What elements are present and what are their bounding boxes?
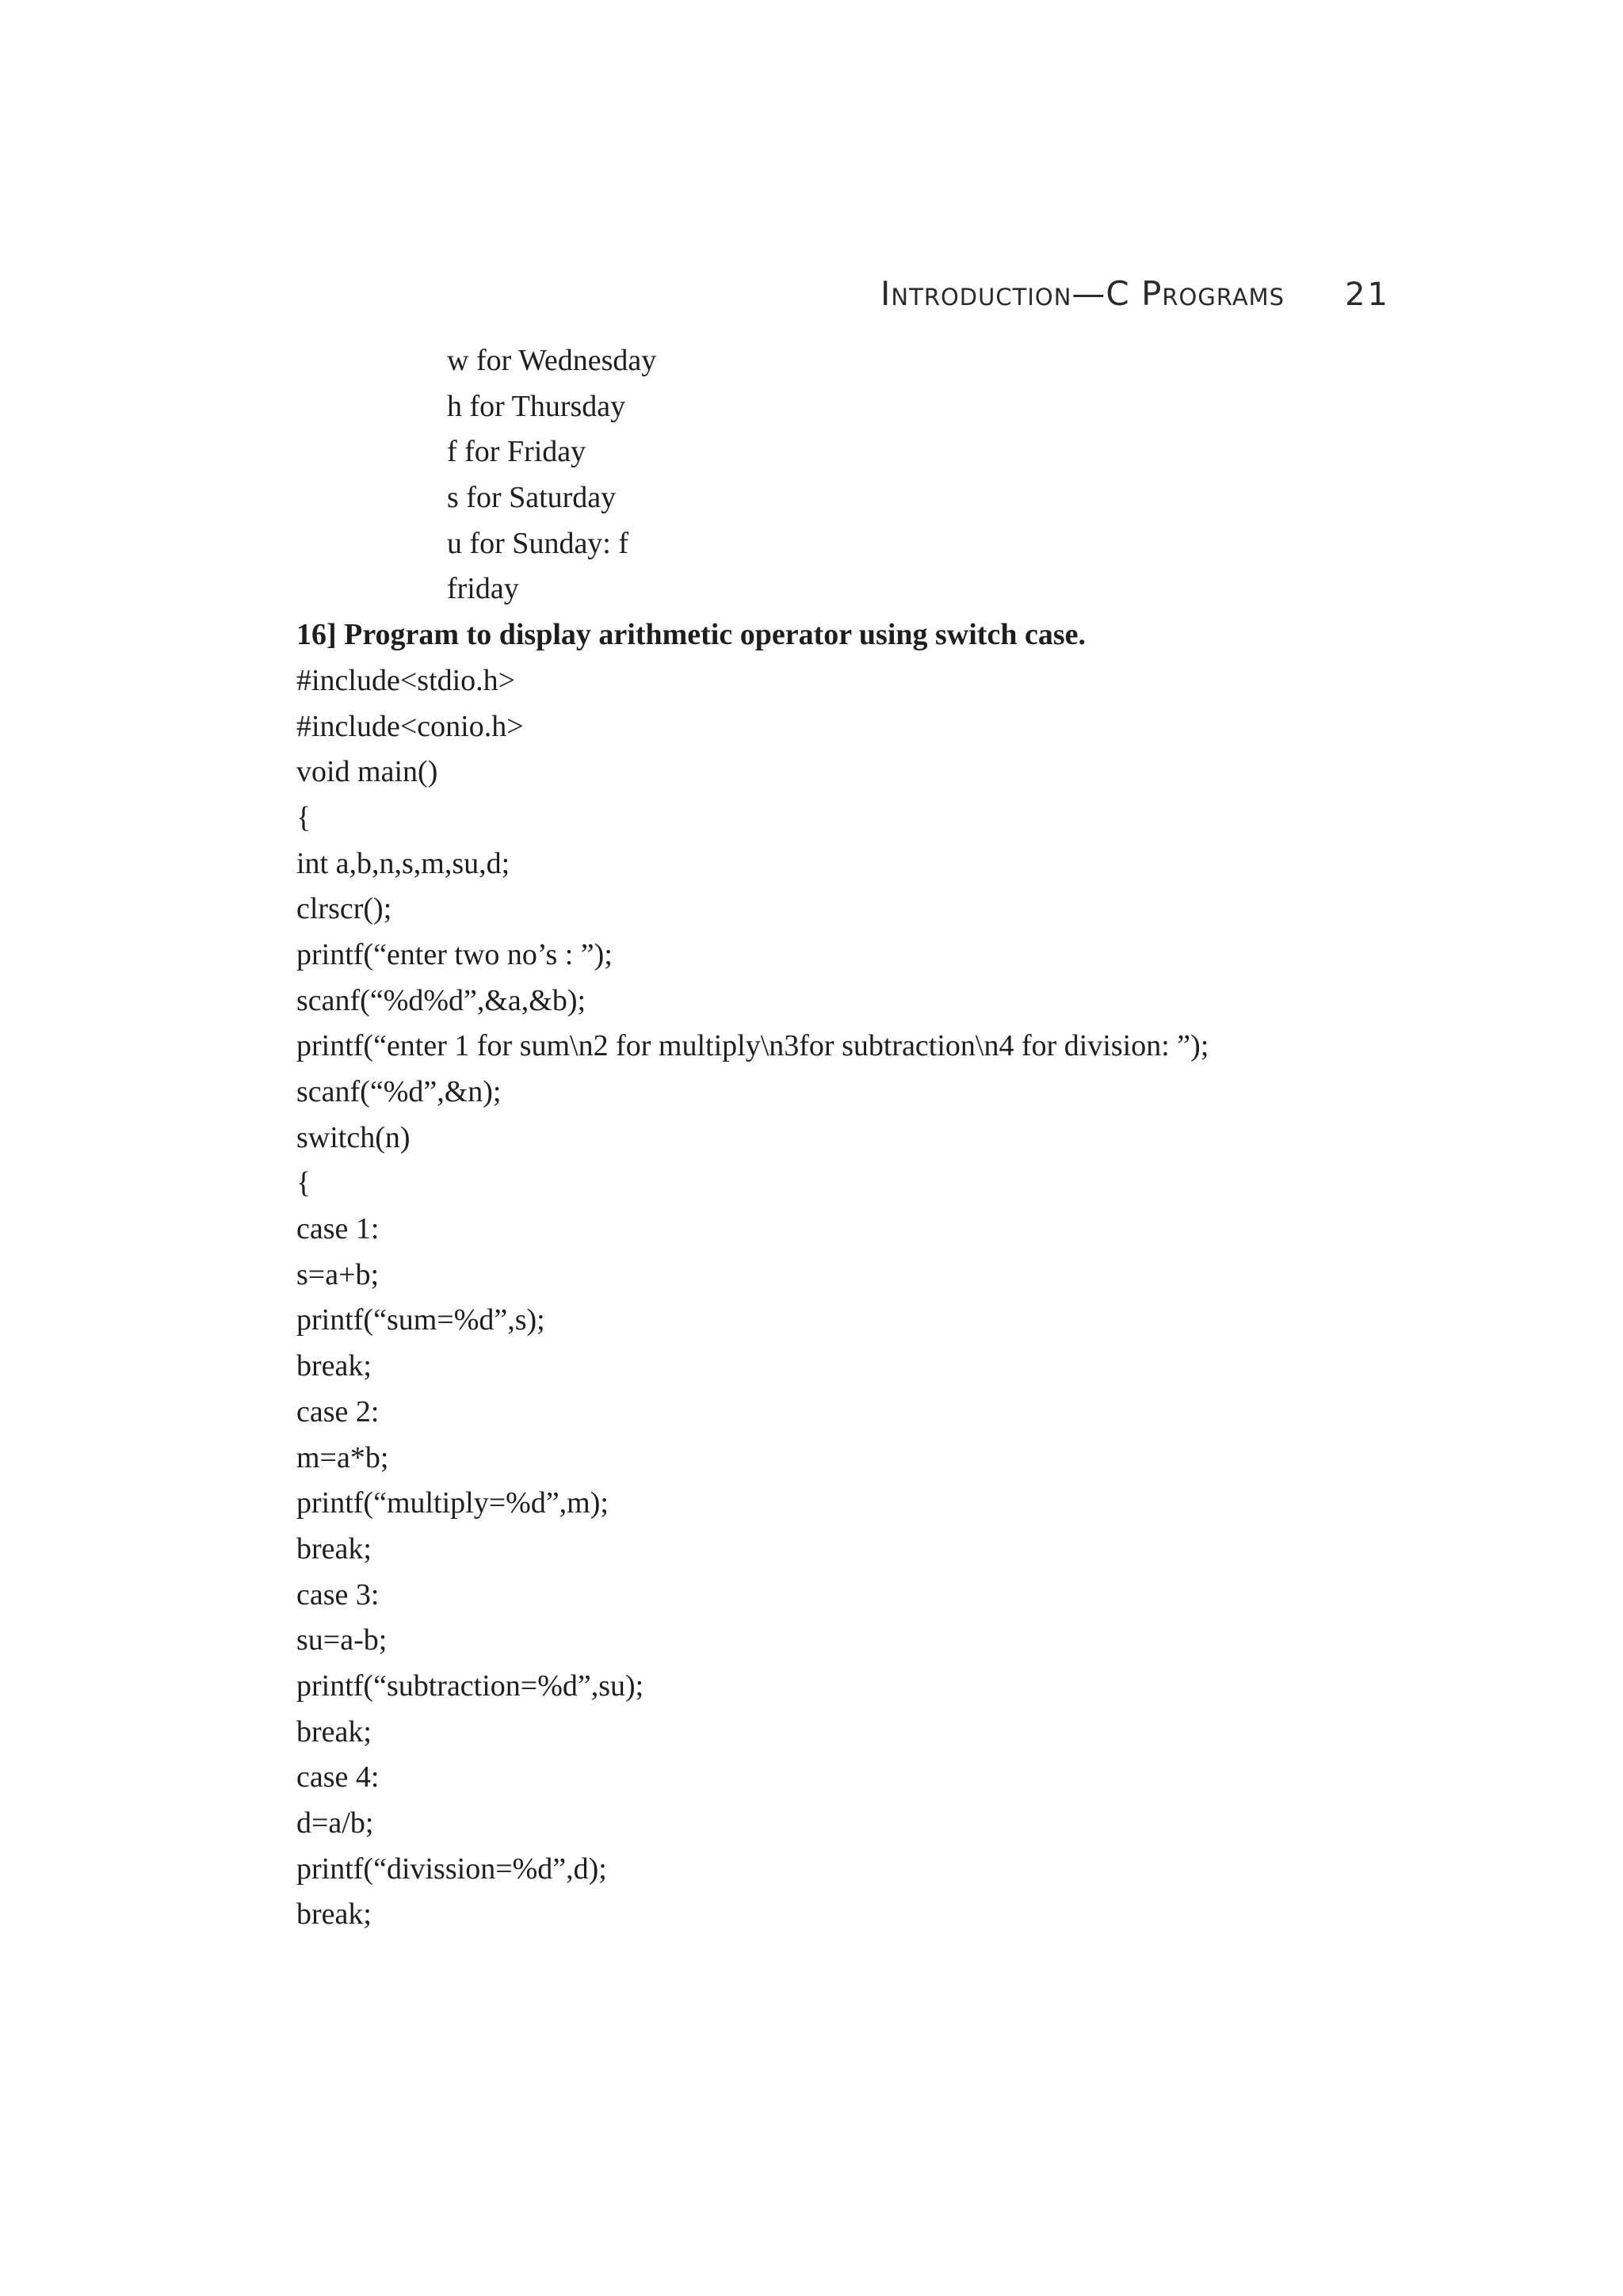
code-line: case 2:: [296, 1394, 380, 1428]
code-line: #include<conio.h>: [296, 709, 524, 743]
code-line: {: [296, 1166, 311, 1200]
program-heading: 16] Program to display arithmetic operator using switch case.: [296, 618, 1086, 652]
running-title: Introduction—C Programs: [880, 274, 1285, 313]
code-line: break;: [296, 1349, 372, 1383]
code-line: int a,b,n,s,m,su,d;: [296, 846, 510, 880]
code-line: scanf(“%d%d”,&a,&b);: [296, 983, 586, 1017]
output-line: friday: [447, 572, 519, 606]
code-line: break;: [296, 1897, 372, 1932]
page-body: [296, 338, 1406, 1938]
code-line: {: [296, 800, 311, 834]
code-line: s=a+b;: [296, 1257, 380, 1291]
code-line: case 4:: [296, 1760, 380, 1794]
code-line: scanf(“%d”,&n);: [296, 1075, 502, 1108]
code-line: switch(n): [296, 1120, 411, 1154]
output-line: u for Sunday: f: [447, 526, 629, 560]
output-line: h for Thursday: [447, 389, 626, 423]
code-line: clrscr();: [296, 892, 392, 926]
output-line: s for Saturday: [447, 481, 617, 515]
output-line: w for Wednesday: [447, 344, 657, 377]
code-line: printf(“enter two no’s : ”);: [296, 937, 613, 971]
code-line: #include<stdio.h>: [296, 663, 516, 697]
code-line: printf(“subtraction=%d”,su);: [296, 1669, 644, 1703]
code-line: m=a*b;: [296, 1440, 389, 1474]
code-line: printf(“divission=%d”,d);: [296, 1852, 607, 1886]
code-line: printf(“sum=%d”,s);: [296, 1303, 545, 1337]
code-line: case 3:: [296, 1577, 380, 1611]
code-line: break;: [296, 1531, 372, 1566]
output-line: f for Friday: [447, 435, 586, 469]
code-line: printf(“multiply=%d”,m);: [296, 1486, 609, 1520]
code-line: case 1:: [296, 1212, 380, 1246]
running-head: [880, 274, 1390, 318]
code-line: d=a/b;: [296, 1806, 374, 1840]
page-number: 21: [1345, 277, 1390, 313]
code-line: su=a-b;: [296, 1623, 388, 1657]
code-line: break;: [296, 1714, 372, 1749]
code-line: printf(“enter 1 for sum\n2 for multiply\n3for subtraction\n4 for division: ”);: [296, 1029, 1209, 1063]
code-line: void main(): [296, 755, 438, 789]
